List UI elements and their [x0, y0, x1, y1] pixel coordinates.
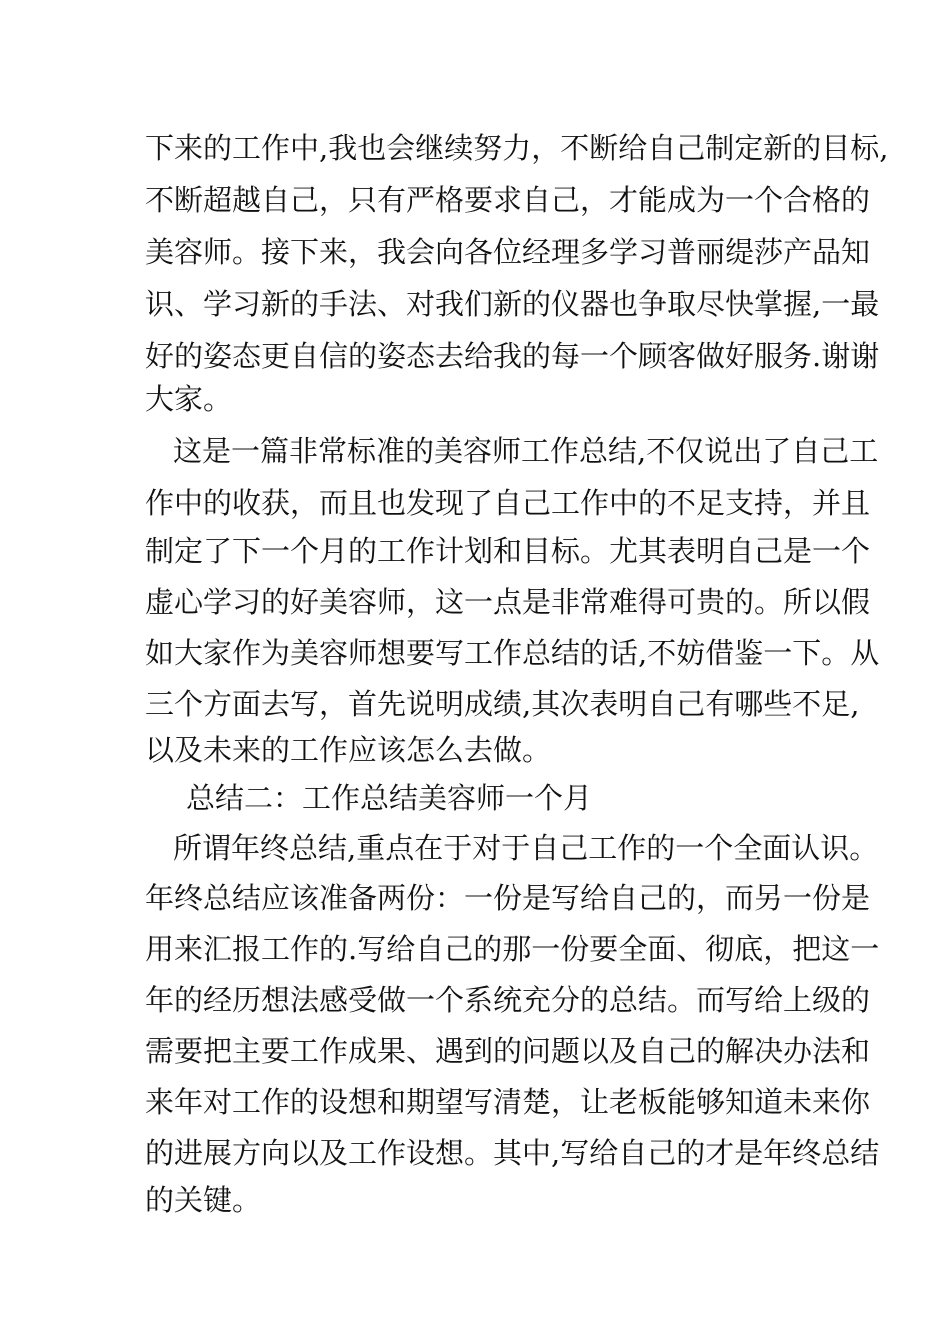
paragraph-2-line-1: 这是一篇非常标准的美容师工作总结,不仅说出了自己工 [173, 434, 879, 468]
paragraph-3-line-1: 所谓年终总结,重点在于对于自己工作的一个全面认识。 [173, 831, 879, 865]
paragraph-2-line-6: 三个方面去写，首先说明成绩,其次表明自己有哪些不足, [145, 687, 860, 721]
paragraph-2-line-4: 虚心学习的好美容师，这一点是非常难得可贵的。所以假 [145, 585, 871, 619]
paragraph-3-line-2: 年终总结应该准备两份：一份是写给自己的，而另一份是 [145, 881, 871, 915]
paragraph-1-line-3: 美容师。接下来，我会向各位经理多学习普丽缇莎产品知 [145, 235, 871, 269]
paragraph-3-line-7: 的进展方向以及工作设想。其中,写给自己的才是年终总结 [145, 1136, 880, 1170]
paragraph-3-line-8: 的关键。 [145, 1183, 262, 1217]
paragraph-3-line-5: 需要把主要工作成果、遇到的问题以及自己的解决办法和 [145, 1034, 871, 1068]
paragraph-1-line-4: 识、学习新的手法、对我们新的仪器也争取尽快掌握,一最 [145, 287, 880, 321]
paragraph-1-line-6: 大家。 [145, 382, 233, 416]
paragraph-1-line-1: 下来的工作中,我也会继续努力，不断给自己制定新的目标, [145, 131, 889, 165]
section-heading: 总结二：工作总结美容师一个月 [186, 781, 593, 815]
paragraph-3-line-4: 年的经历想法感受做一个系统充分的总结。而写给上级的 [145, 983, 871, 1017]
paragraph-2-line-2: 作中的收获，而且也发现了自己工作中的不足支持，并且 [145, 486, 871, 520]
paragraph-1-line-2: 不断超越自己，只有严格要求自己，才能成为一个合格的 [145, 183, 871, 217]
paragraph-3-line-3: 用来汇报工作的.写给自己的那一份要全面、彻底，把这一 [145, 932, 880, 966]
paragraph-2-line-3: 制定了下一个月的工作计划和目标。尤其表明自己是一个 [145, 534, 871, 568]
paragraph-1-line-5: 好的姿态更自信的姿态去给我的每一个顾客做好服务.谢谢 [145, 339, 880, 373]
paragraph-2-line-5: 如大家作为美容师想要写工作总结的话,不妨借鉴一下。从 [145, 636, 880, 670]
paragraph-2-line-7: 以及未来的工作应该怎么去做。 [145, 733, 552, 767]
paragraph-3-line-6: 来年对工作的设想和期望写清楚，让老板能够知道未来你 [145, 1085, 871, 1119]
